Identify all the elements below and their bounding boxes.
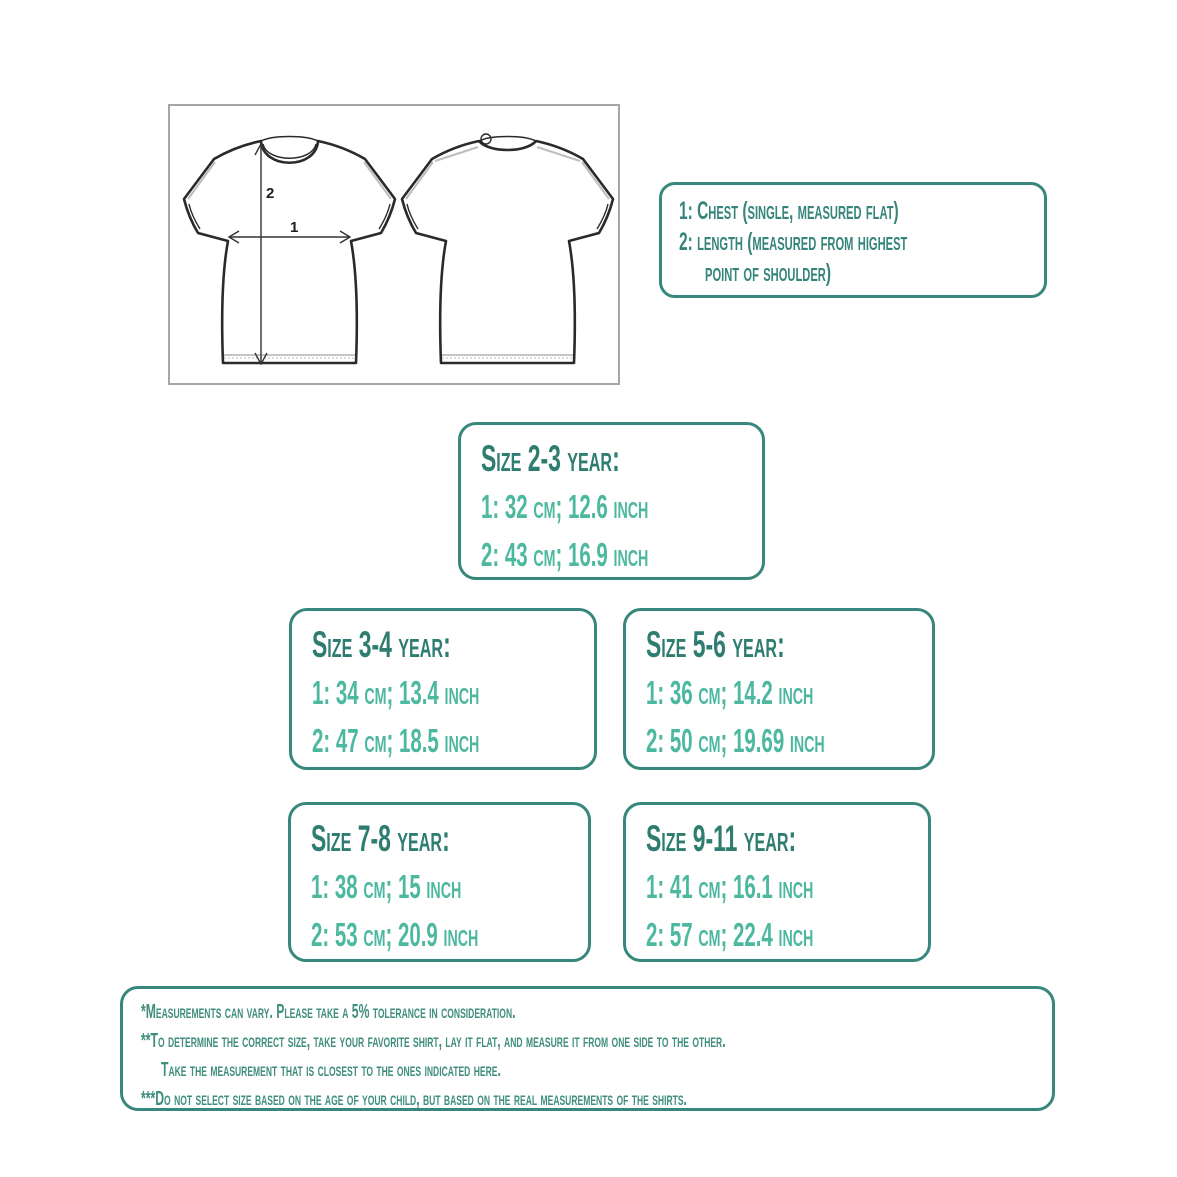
legend-box <box>659 182 1047 298</box>
size-title: Size 2-3 year: <box>481 438 620 479</box>
note-tolerance: *Measurements can vary. Please take a 5% tolerance in consideration. <box>141 1001 516 1023</box>
size-title: Size 5-6 year: <box>646 624 785 665</box>
legend-line-length: 2: length (measured from highest <box>679 228 908 256</box>
legend-line-length-cont: point of shoulder) <box>705 259 831 287</box>
size-chest-value: 1: 36 cm; 14.2 inch <box>646 674 814 711</box>
size-length-value: 2: 47 cm; 18.5 inch <box>312 722 480 759</box>
size-title: Size 9-11 year: <box>646 818 797 859</box>
notes-box <box>120 986 1055 1111</box>
size-title: Size 7-8 year: <box>311 818 450 859</box>
size-chest-value: 1: 38 cm; 15 inch <box>311 868 462 905</box>
shirt-diagram <box>170 106 618 383</box>
back-shirt <box>402 134 613 363</box>
size-title: Size 3-4 year: <box>312 624 451 665</box>
size-chest-value: 1: 32 cm; 12.6 inch <box>481 488 649 525</box>
note-how-to-measure-cont: Take the measurement that is closest to the ones indicated here. <box>161 1059 501 1081</box>
note-age-warning: ***Do not select size based on the age of your child, but based on the real measurements of the shirts. <box>141 1088 687 1110</box>
size-box-7-8 <box>288 802 591 962</box>
size-chest-value: 1: 41 cm; 16.1 inch <box>646 868 814 905</box>
size-box-5-6 <box>623 608 935 770</box>
length-measure-label: 2 <box>266 185 275 202</box>
note-how-to-measure: **To determine the correct size, take your favorite shirt, lay it flat, and measure it from one side to the other. <box>141 1030 726 1052</box>
size-length-value: 2: 50 cm; 19.69 inch <box>646 722 825 759</box>
size-length-value: 2: 43 cm; 16.9 inch <box>481 536 649 573</box>
legend-line-chest: 1: Chest (single, measured flat) <box>679 197 899 225</box>
size-box-9-11 <box>623 802 931 962</box>
size-length-value: 2: 57 cm; 22.4 inch <box>646 916 814 953</box>
size-chest-value: 1: 34 cm; 13.4 inch <box>312 674 480 711</box>
front-shirt <box>184 137 395 365</box>
size-length-value: 2: 53 cm; 20.9 inch <box>311 916 479 953</box>
shirt-diagram-frame <box>168 104 620 385</box>
size-box-2-3 <box>458 422 765 580</box>
chest-measure-label: 1 <box>290 219 299 236</box>
size-box-3-4 <box>289 608 597 770</box>
